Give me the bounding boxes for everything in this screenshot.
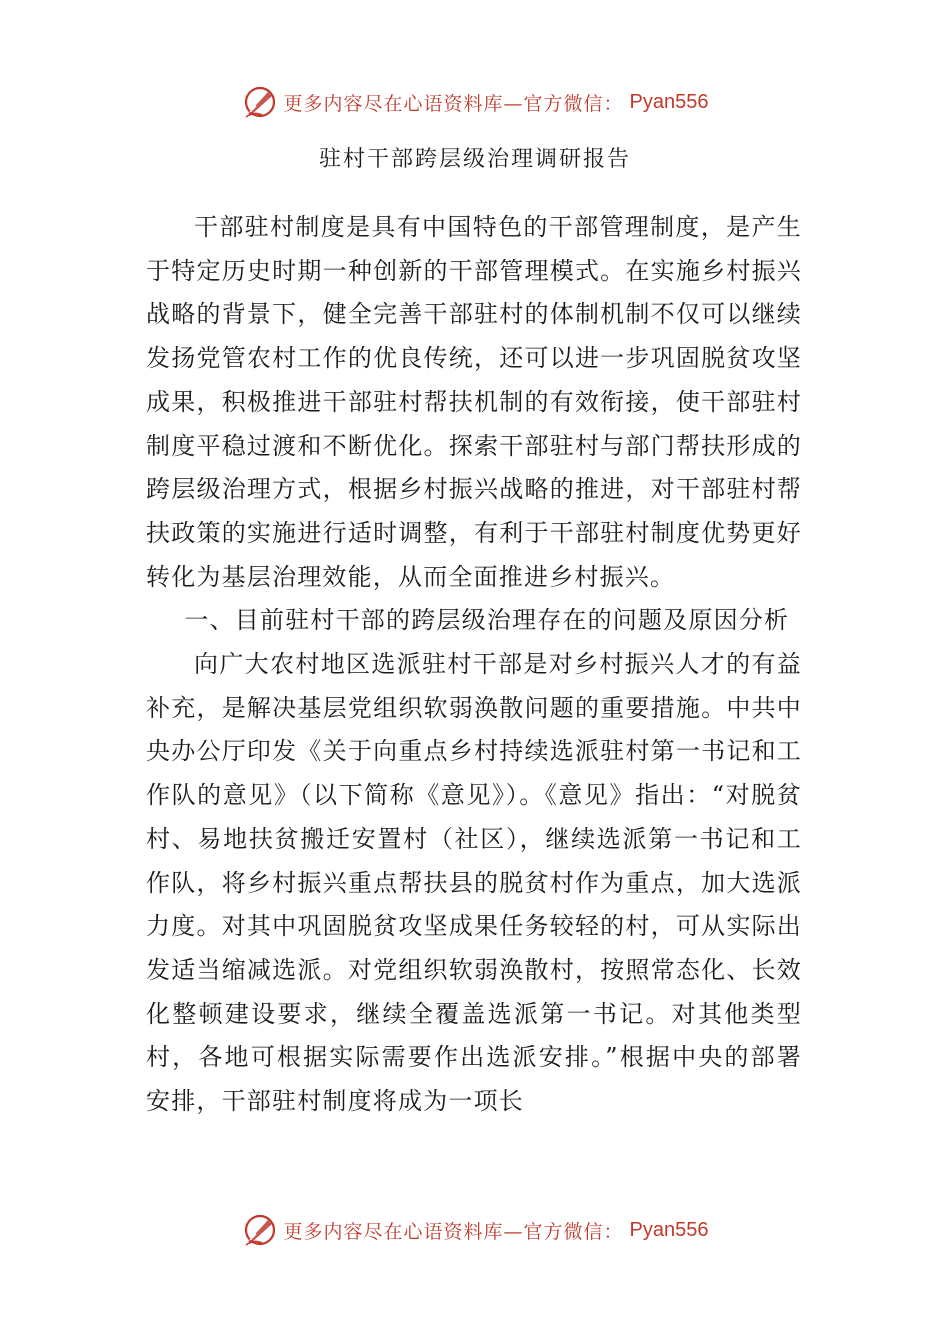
section-heading-1: 一、目前驻村干部的跨层级治理存在的问题及原因分析	[184, 606, 790, 635]
document-title: 驻村干部跨层级治理调研报告	[318, 147, 631, 172]
quill-pen-logo-icon	[242, 84, 278, 120]
footer-banner	[0, 1210, 950, 1250]
header-banner-text: 更多内容尽在心语资料库—官方微信：	[283, 92, 624, 115]
document-body	[146, 206, 802, 1124]
footer-banner-text: 更多内容尽在心语资料库—官方微信：	[283, 1220, 624, 1243]
header-banner	[0, 82, 950, 122]
paragraph-section-1: 向广大农村地区选派驻村干部是对乡村振兴人才的有益补充，是解决基层党组织软弱涣散问题的重要措施。中共中央办公厅印发《关于向重点乡村持续选派驻村第一书记和工作队的意见》（以下简称《意见》）。《意见》指出：“对脱贫村、易地扶贫搬迁安置村（社区），继续选派第一书记和工作队，将乡村振兴重点帮扶县的脱贫村作为重点，加大选派力度。对其中巩固脱贫攻坚成果任务较轻的村，可从实际出发适当缩减选派。对党组织软弱涣散村，按照常态化、长效化整顿建设要求，继续全覆盖选派第一书记。对其他类型村，各地可根据实际需要作出选派安排。”根据中央的部署安排，干部驻村制度将成为一项长	[146, 650, 802, 1116]
footer-wechat-id: Pyan556	[629, 1218, 709, 1241]
quill-pen-logo-icon	[242, 1212, 278, 1248]
header-wechat-id: Pyan556	[629, 90, 709, 113]
paragraph-intro: 干部驻村制度是具有中国特色的干部管理制度，是产生于特定历史时期一种创新的干部管理模式。在实施乡村振兴战略的背景下，健全完善干部驻村的体制机制不仅可以继续发扬党管农村工作的优良传统，还可以进一步巩固脱贫攻坚成果，积极推进干部驻村帮扶机制的有效衔接，使干部驻村制度平稳过渡和不断优化。探索干部驻村与部门帮扶形成的跨层级治理方式，根据乡村振兴战略的推进，对干部驻村帮扶政策的实施进行适时调整，有利于干部驻村制度优势更好转化为基层治理效能，从而全面推进乡村振兴。	[146, 213, 802, 591]
